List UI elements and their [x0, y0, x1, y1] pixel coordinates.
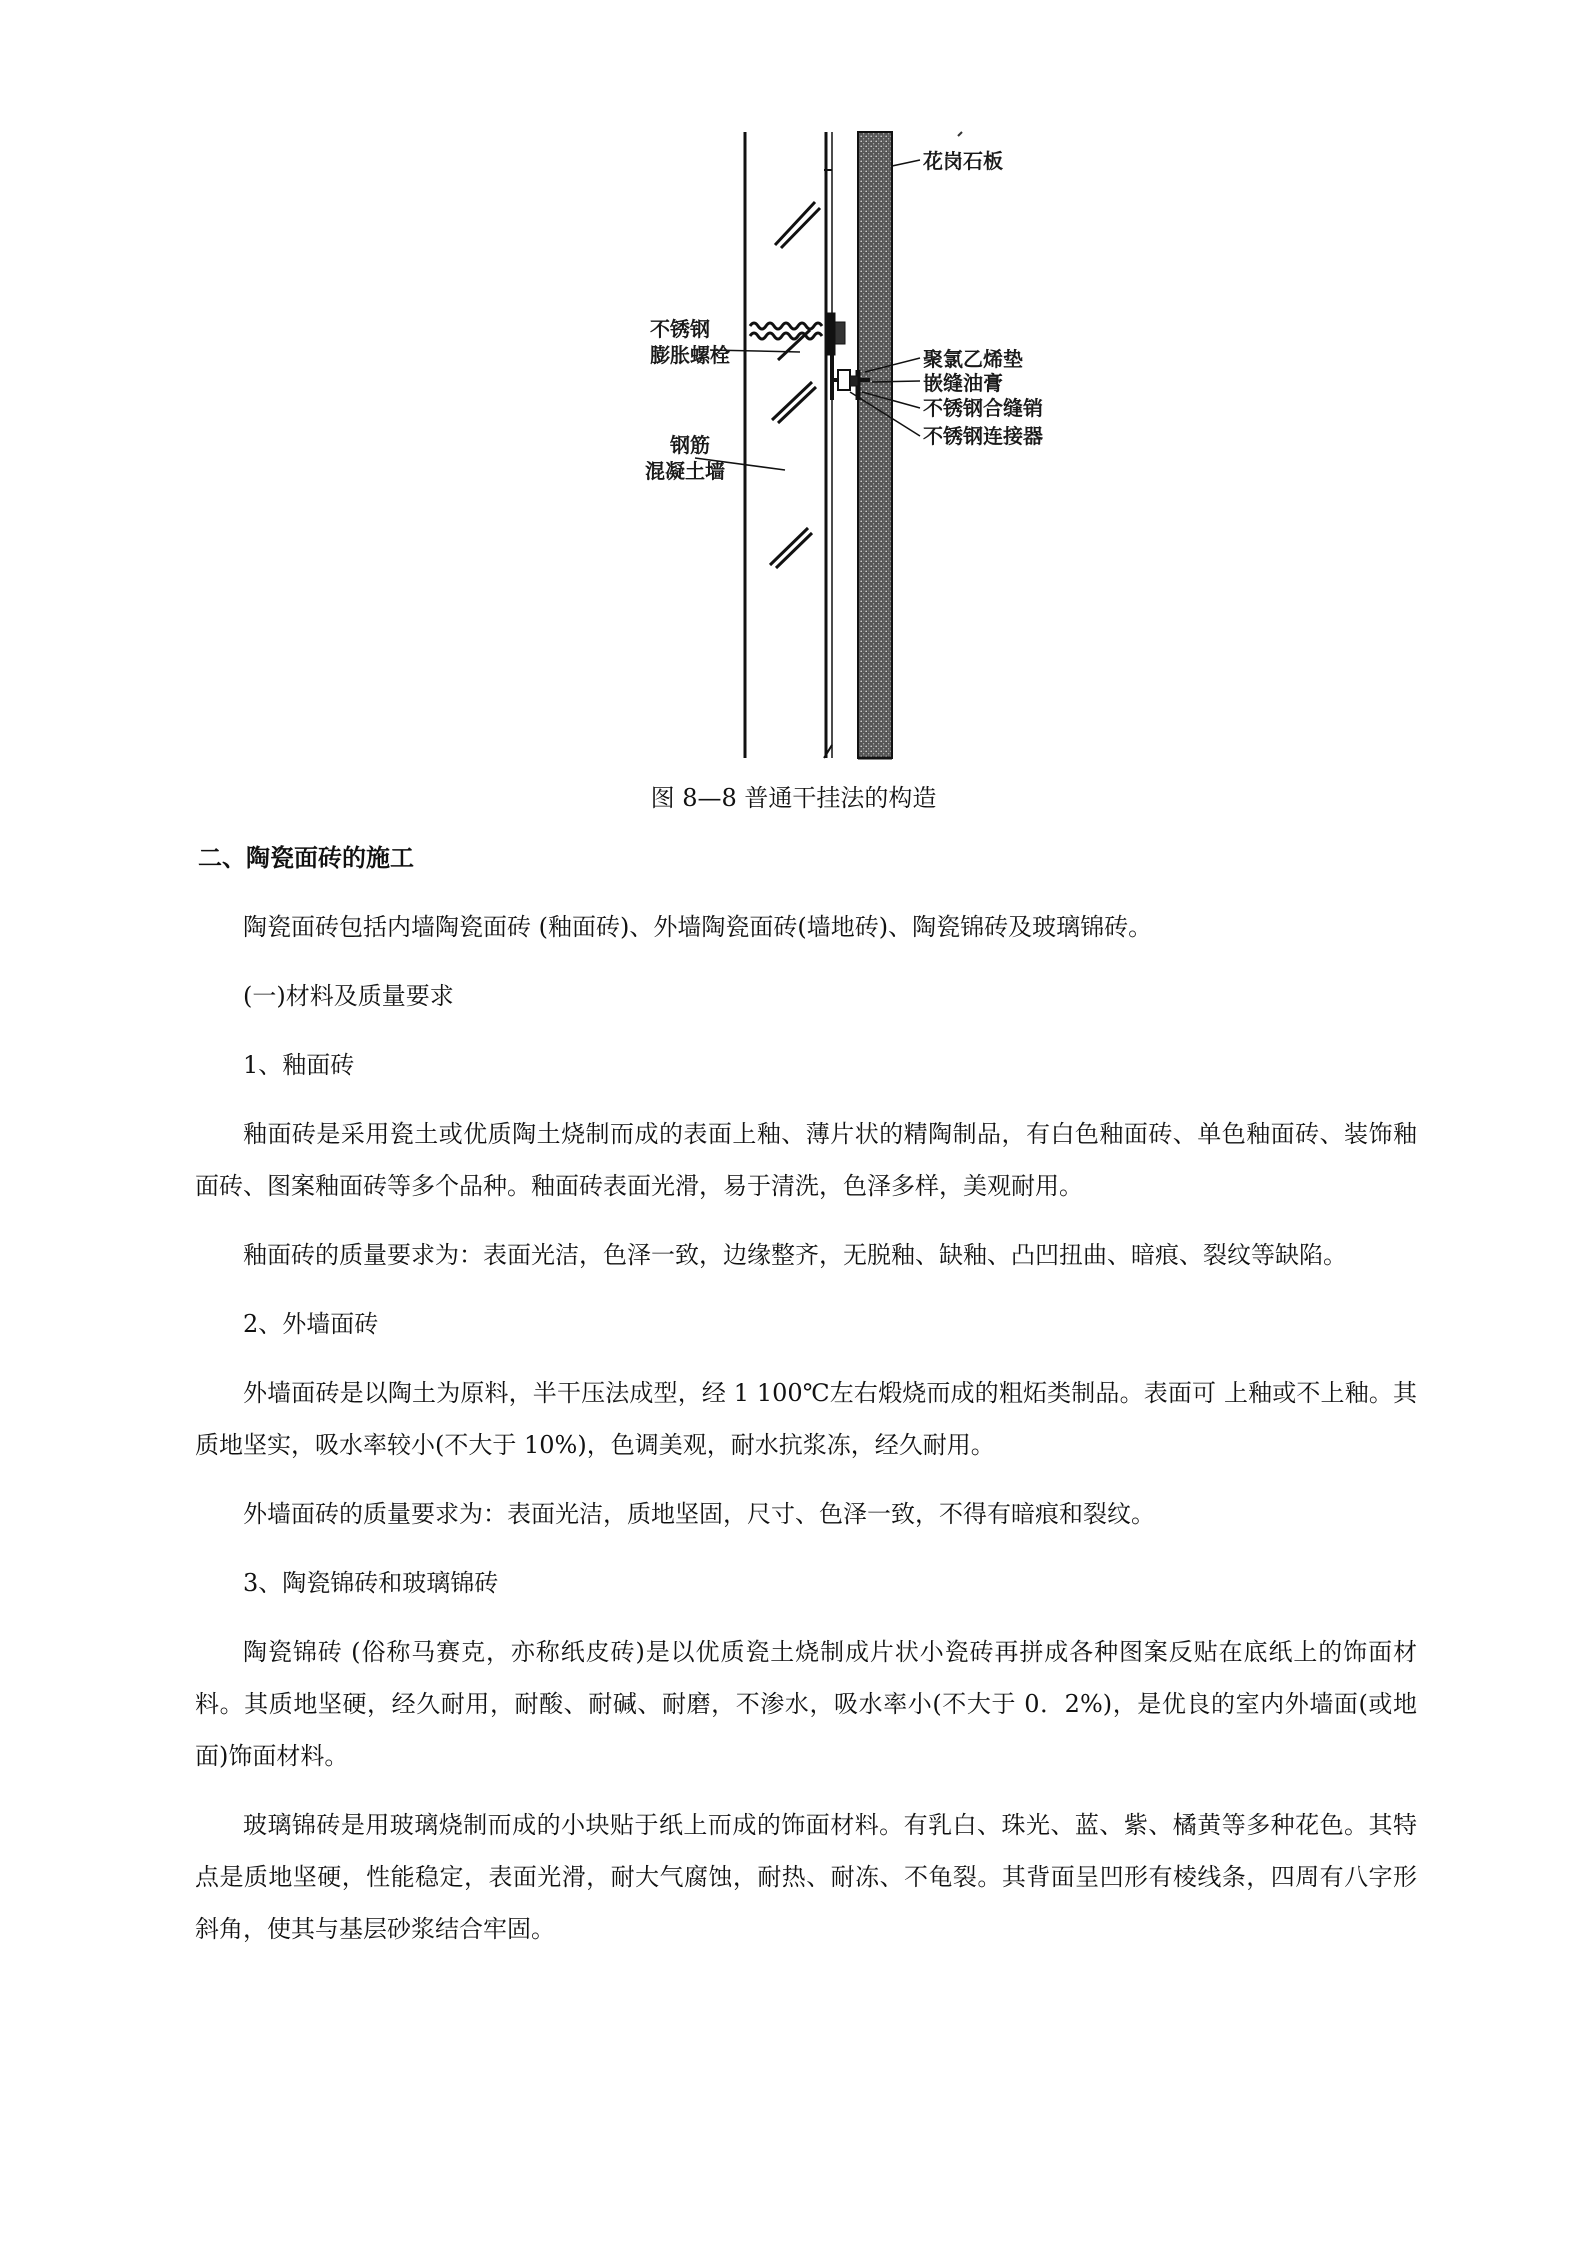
subsection-title: (一)材料及质量要求 [243, 982, 454, 1010]
item2-title: 2、外墙面砖 [243, 1310, 379, 1338]
item2-paragraph-1: 外墙面砖是以陶土为原料，半干压法成型，经 1 100℃左右煅烧而成的粗炻类制品。表面可 上釉或不上釉。其质地坚实，吸水率较小(不大于 10%)，色调美观，耐水抗浆冻，经久耐用。 [195, 1379, 1417, 1459]
rebar-hatching [770, 202, 820, 568]
item1-title: 1、釉面砖 [243, 1051, 355, 1079]
label-wall-line2: 混凝土墙 [645, 459, 725, 483]
dry-hanging-diagram [600, 130, 1080, 770]
item3-paragraph-1: 陶瓷锦砖 (俗称马赛克，亦称纸皮砖)是以优质瓷土烧制成片状小瓷砖再拼成各种图案反贴在底纸上的饰面材料。其质地坚硬，经久耐用，耐酸、耐碱、耐磨，不渗水，吸水率小(不大于 0．2%)，是优良的室内外墙面(或地面)饰面材料。 [195, 1638, 1417, 1770]
item3-title: 3、陶瓷锦砖和玻璃锦砖 [243, 1569, 499, 1597]
label-pin: 不锈钢合缝销 [923, 396, 1043, 420]
item3-paragraph-2: 玻璃锦砖是用玻璃烧制而成的小块贴于纸上而成的饰面材料。有乳白、珠光、蓝、紫、橘黄等多种花色。其特点是质地坚硬，性能稳定，表面光滑，耐大气腐蚀，耐热、耐冻、不龟裂。其背面呈凹形有棱线条，四周有八字形斜角，使其与基层砂浆结合牢固。 [195, 1811, 1417, 1943]
item1-paragraph-2: 釉面砖的质量要求为：表面光洁，色泽一致，边缘整齐，无脱釉、缺釉、凸凹扭曲、暗痕、裂纹等缺陷。 [243, 1241, 1347, 1269]
section-body [195, 832, 1417, 1972]
granite-slab [858, 132, 892, 758]
label-bolt-line2: 膨胀螺栓 [650, 343, 730, 367]
label-sealant: 嵌缝油膏 [923, 371, 1003, 395]
item2-paragraph-2: 外墙面砖的质量要求为：表面光洁，质地坚固，尺寸、色泽一致，不得有暗痕和裂纹。 [243, 1500, 1155, 1528]
label-bolt-line1: 不锈钢 [650, 317, 710, 341]
concrete-wall [745, 132, 832, 758]
stainless-steel-anchor [750, 313, 870, 400]
label-granite-slab: 花岗石板 [923, 149, 1003, 173]
figure-caption: 图 8—8 普通干挂法的构造 [650, 784, 937, 812]
label-pvc-pad: 聚氯乙烯垫 [923, 347, 1023, 371]
section-heading: 二、陶瓷面砖的施工 [198, 844, 414, 872]
label-wall-line1: 钢筋 [670, 433, 710, 457]
item1-paragraph-1: 釉面砖是采用瓷土或优质陶土烧制而成的表面上釉、薄片状的精陶制品，有白色釉面砖、单色釉面砖、装饰釉面砖、图案釉面砖等多个品种。釉面砖表面光滑，易于清洗，色泽多样，美观耐用。 [195, 1120, 1417, 1200]
intro-paragraph: 陶瓷面砖包括内墙陶瓷面砖 (釉面砖)、外墙陶瓷面砖(墙地砖)、陶瓷锦砖及玻璃锦砖。 [243, 913, 1153, 941]
label-connector: 不锈钢连接器 [923, 424, 1043, 448]
